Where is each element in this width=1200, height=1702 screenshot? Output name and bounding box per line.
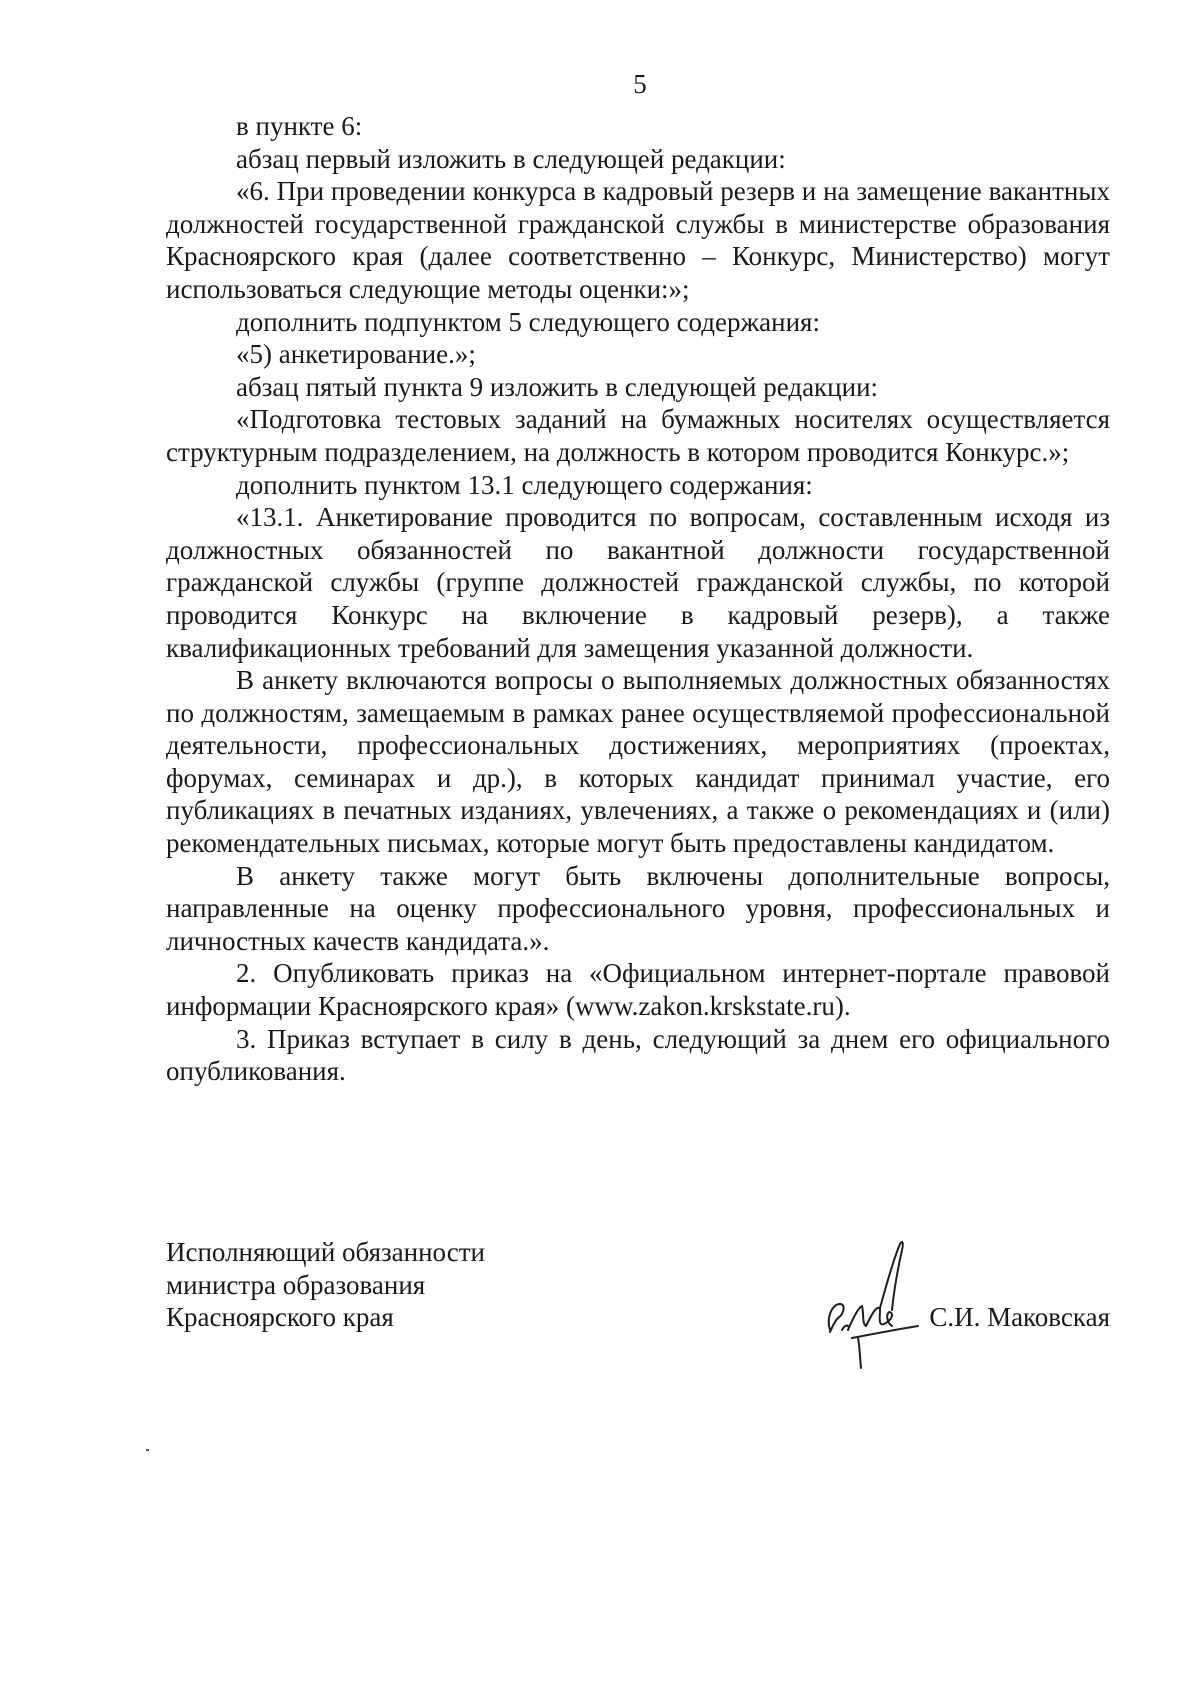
paragraph-publish-order: 2. Опубликовать приказ на «Официальном интернет-портале правовой информации Красноярского края» (www.zakon.krskstate.ru).	[166, 958, 1110, 1022]
handwritten-signature	[818, 1234, 928, 1374]
paragraph-add-item-13-1: дополнить пунктом 13.1 следующего содержания:	[236, 469, 813, 500]
paragraph-in-item-6: в пункте 6:	[236, 111, 363, 141]
signatory-position	[166, 1236, 485, 1334]
signatory-position-line: Красноярского края	[166, 1302, 394, 1333]
document-body	[166, 110, 1110, 1088]
signatory-position-line: министра образования	[166, 1269, 426, 1300]
paragraph-entry-into-force: 3. Приказ вступает в силу в день, следующий за днем его официального опубликования.	[166, 1023, 1110, 1087]
paragraph-questionnaire-content: В анкету включаются вопросы о выполняемых должностных обязанностях по должностям, замещаемым в рамках ранее осуществляемой профессиональной деятельности, профессиональных достижениях, мероприятиях (проектах, форумах, семинарах и др.), в которых кандидат принимал участие, его публикациях в печатных изданиях, увлечениях, а также о рекомендациях и (или) рекомендательных письмах, которые могут быть предоставлены кандидатом.	[166, 665, 1110, 859]
paragraph-first-abzac: абзац первый изложить в следующей редакции:	[236, 143, 786, 174]
paragraph-subitem-5-text: «5) анкетирование.»;	[236, 339, 476, 370]
paragraph-additional-questions: В анкету также могут быть включены дополнительные вопросы, направленные на оценку профессионального уровня, профессиональных и личностных качеств кандидата.».	[166, 860, 1110, 956]
paragraph-item-6-text: «6. При проведении конкурса в кадровый резерв и на замещение вакантных должностей государственной гражданской службы в министерстве образования Красноярского края (далее соответственно – Конкурс, Министерство) могут использоваться следующие методы оценки:»;	[166, 176, 1110, 304]
margin-mark	[146, 1449, 149, 1451]
paragraph-item-13-1-text: «13.1. Анкетирование проводится по вопросам, составленным исходя из должностных обязанностей по вакантной должности государственной гражданской службы (группе должностей гражданской службы, по которой проводится Конкурс на включение в кадровый резерв), а также квалификационных требований для замещения указанной должности.	[166, 502, 1110, 663]
page-number: 5	[633, 69, 647, 99]
signatory-name: С.И. Маковская	[929, 1302, 1110, 1332]
signatory-position-line: Исполняющий обязанности	[166, 1237, 485, 1267]
paragraph-add-subitem-5: дополнить подпунктом 5 следующего содержания:	[236, 306, 820, 337]
paragraph-fifth-abzac-item-9: абзац пятый пункта 9 изложить в следующей редакции:	[236, 371, 879, 402]
paragraph-item-9-text: «Подготовка тестовых заданий на бумажных носителях осуществляется структурным подразделением, на должность в котором проводится Конкурс.»;	[166, 404, 1110, 467]
